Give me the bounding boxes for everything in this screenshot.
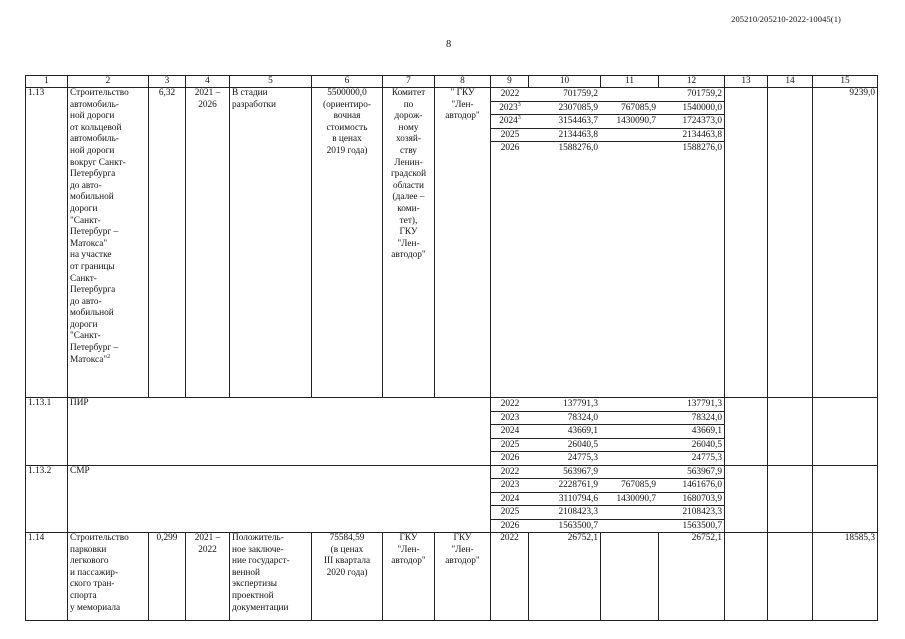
col-header: 3 — [149, 76, 186, 88]
regional-cell — [659, 425, 725, 439]
text-line: мобильной — [70, 192, 114, 203]
document-id: 205210/205210-2022-10045(1) — [731, 14, 841, 24]
year-row — [491, 128, 725, 142]
total-cell: 26752,1 — [529, 533, 601, 621]
total-cell — [529, 128, 601, 142]
text-line: документации — [232, 602, 289, 613]
text-line: В стадии — [232, 88, 268, 98]
year-cell — [491, 466, 529, 479]
year-row — [491, 452, 725, 465]
regional-cell — [659, 452, 725, 465]
year-cell — [491, 101, 529, 115]
col-header: 15 — [813, 76, 878, 88]
col-header: 11 — [601, 76, 659, 88]
col-header: 8 — [435, 76, 491, 88]
text-line: ского тран- — [70, 579, 115, 590]
federal-cell — [601, 115, 659, 129]
text-line: ние государст- — [232, 556, 290, 567]
text-line: 2019 года) — [326, 145, 368, 156]
text-line: 2021 – — [194, 88, 221, 98]
federal-cell — [601, 452, 659, 465]
text-line: Матокса" — [70, 238, 108, 249]
total-cell-value: 26040,5 — [567, 439, 598, 450]
total-cell — [529, 115, 601, 129]
text-line: автомобиль- — [70, 99, 119, 110]
funding-by-year — [491, 465, 725, 533]
regional-cell-value: 43669,1 — [691, 426, 722, 436]
row-number: 1.13.2 — [26, 465, 68, 533]
regional-cell — [659, 519, 725, 532]
text-line: Петербург – — [70, 343, 119, 354]
object-name-last: Матокса" — [70, 354, 108, 365]
year-cell — [491, 398, 529, 411]
year-cell-value: 2024 — [499, 116, 518, 126]
program-table — [25, 75, 878, 621]
year-cell-value: 2025 — [500, 129, 520, 140]
year-row — [491, 438, 725, 452]
total-cell — [529, 479, 601, 493]
year-cell-value: 2023 — [500, 412, 520, 423]
text-line: (далее – — [392, 192, 425, 203]
footnote-mark: 3 — [517, 114, 521, 121]
year-cell — [491, 519, 529, 532]
year-cell — [491, 115, 529, 129]
text-line: вочная — [333, 111, 361, 122]
federal-cell — [601, 479, 659, 493]
regional-cell-value: 701759,2 — [687, 89, 722, 99]
col14-cell — [768, 533, 813, 621]
text-line: Санкт- — [70, 273, 97, 284]
text-line: до авто- — [70, 180, 102, 191]
page-number: 8 — [446, 39, 452, 50]
federal-cell-value: 1430090,7 — [616, 493, 656, 504]
year-cell-value: 2026 — [500, 453, 520, 463]
table-row-1-13 — [26, 88, 878, 398]
federal-cell-value: 767085,9 — [621, 102, 656, 113]
federal-cell — [601, 398, 659, 411]
table-row-1-13-1 — [26, 398, 878, 466]
text-line: "Санкт- — [70, 331, 101, 342]
year-cell-value: 2023 — [500, 480, 520, 490]
federal-cell — [601, 533, 659, 621]
text-line: области — [392, 180, 425, 191]
text-line: 75584,59 — [329, 533, 365, 543]
total-cell — [529, 411, 601, 425]
text-line: разработки — [232, 99, 277, 110]
federal-cell — [601, 425, 659, 439]
regional-cell — [659, 128, 725, 142]
customer — [383, 88, 435, 398]
total-cell-value: 3110794,6 — [558, 493, 598, 504]
text-line: дороги — [70, 319, 98, 330]
regional-cell-value: 1563500,7 — [682, 520, 722, 531]
col-header: 9 — [491, 76, 529, 88]
text-line: автодор" — [391, 556, 426, 567]
total-cell-value: 1563500,7 — [558, 520, 598, 531]
year-cell-value: 2022 — [500, 466, 520, 477]
regional-cell-value: 137791,3 — [687, 399, 722, 409]
object-name — [68, 88, 149, 398]
regional-cell-value: 1540000,0 — [682, 102, 722, 113]
status — [230, 533, 312, 621]
text-line: Положитель- — [232, 533, 284, 543]
federal-cell — [601, 142, 659, 155]
col-header: 10 — [529, 76, 601, 88]
text-line: дорож- — [394, 111, 423, 122]
federal-cell — [601, 492, 659, 506]
col-header: 7 — [383, 76, 435, 88]
year-cell-value: 2024 — [500, 426, 520, 436]
text-line: хозяй- — [396, 134, 421, 145]
text-line: венной — [232, 567, 261, 578]
text-line: "Лен- — [397, 238, 420, 249]
text-line: и пассажир- — [70, 567, 119, 578]
year-row — [491, 115, 725, 129]
text-line: Петербург – — [70, 227, 119, 238]
total-cell — [529, 88, 601, 101]
regional-cell-value: 563967,9 — [687, 466, 722, 477]
total-cell — [529, 101, 601, 115]
text-line: легкового — [70, 556, 109, 567]
text-line: автодор" — [391, 250, 426, 261]
text-line: экспертизы — [232, 579, 277, 590]
text-line: Строительство — [70, 533, 129, 543]
text-line: ному — [398, 122, 419, 133]
col-header: 1 — [26, 76, 68, 88]
federal-cell — [601, 88, 659, 101]
year-cell — [491, 425, 529, 439]
year-cell — [491, 411, 529, 425]
text-line: 5500000,0 — [327, 88, 367, 98]
total-cell — [529, 398, 601, 411]
year-row — [491, 425, 725, 439]
regional-cell — [659, 479, 725, 493]
year-cell — [491, 479, 529, 493]
total-cell-value: 701759,2 — [563, 89, 598, 99]
text-line: 2021 – — [194, 533, 221, 543]
year-row — [491, 398, 725, 411]
text-line: "Лен- — [451, 99, 474, 110]
contractor — [435, 533, 491, 621]
year-table — [491, 398, 725, 465]
total-cell — [529, 466, 601, 479]
text-line: автомобиль- — [70, 134, 119, 145]
total-cell-value: 2307085,9 — [558, 102, 598, 113]
col-header: 13 — [725, 76, 768, 88]
customer — [383, 533, 435, 621]
regional-cell-value: 26040,5 — [691, 439, 722, 450]
col13-cell — [725, 533, 768, 621]
text-line: вокруг Санкт- — [70, 157, 126, 168]
regional-cell — [659, 142, 725, 155]
year-cell-value: 2025 — [500, 507, 520, 517]
period — [186, 88, 230, 398]
regional-cell-value: 1724373,0 — [682, 116, 722, 126]
cost — [312, 88, 383, 398]
text-line: ГКУ — [399, 533, 418, 543]
text-line: " ГКУ — [450, 88, 475, 98]
total-cell-value: 3154463,7 — [558, 116, 598, 126]
year-cell-value: 2025 — [500, 439, 520, 450]
year-row — [491, 411, 725, 425]
regional-cell — [659, 101, 725, 115]
col13-cell — [725, 465, 768, 533]
text-line: мобильной — [70, 308, 114, 319]
text-line: Петербурга — [70, 169, 116, 180]
total-cell — [529, 425, 601, 439]
total-cell — [529, 519, 601, 532]
text-line: Петербурга — [70, 285, 116, 296]
text-line: (в ценах — [330, 544, 364, 555]
text-line: Комитет — [391, 88, 426, 98]
federal-cell — [601, 519, 659, 532]
total-cell — [529, 452, 601, 465]
total-cell — [529, 438, 601, 452]
total-cell-value: 137791,3 — [563, 399, 598, 409]
year-cell-value: 2026 — [500, 143, 520, 153]
contractor — [435, 88, 491, 398]
total-cell-value: 2228761,9 — [558, 480, 598, 490]
regional-cell — [659, 506, 725, 520]
text-line: парковки — [70, 544, 107, 555]
year-row — [491, 479, 725, 493]
col15-cell — [813, 398, 878, 466]
federal-cell — [601, 128, 659, 142]
year-row — [491, 142, 725, 155]
text-line: "Лен- — [451, 544, 474, 555]
total-cell-value: 78324,0 — [567, 412, 598, 423]
text-line: в ценах — [332, 134, 362, 145]
regional-cell — [659, 492, 725, 506]
regional-cell-value: 1461676,0 — [682, 480, 722, 490]
total-cell — [529, 142, 601, 155]
text-line: по — [403, 99, 414, 110]
text-line: 2022 — [198, 544, 217, 555]
total-cell-value: 2108423,3 — [558, 507, 598, 517]
col-header: 4 — [186, 76, 230, 88]
federal-cell — [601, 101, 659, 115]
text-line: у мемориала — [70, 602, 121, 613]
total-cell-value: 2134463,8 — [558, 129, 598, 140]
regional-cell — [659, 438, 725, 452]
regional-cell — [659, 115, 725, 129]
regional-cell — [659, 88, 725, 101]
text-line: 2020 года) — [326, 567, 368, 578]
table-row-1-13-2 — [26, 465, 878, 533]
year-cell — [491, 128, 529, 142]
regional-cell-value: 2134463,8 — [682, 129, 722, 140]
text-line: III квартала — [323, 556, 371, 567]
year-row — [491, 492, 725, 506]
text-line: ству — [400, 145, 417, 156]
capacity: 6,32 — [149, 88, 186, 398]
text-line: Строительство — [70, 88, 129, 98]
total-value: 18585,3 — [813, 533, 878, 621]
year-row — [491, 88, 725, 101]
footnote-mark: 2 — [107, 353, 111, 360]
year-row — [491, 519, 725, 532]
year-table — [491, 466, 725, 533]
year-cell: 2022 — [491, 533, 529, 621]
col15-cell — [813, 465, 878, 533]
text-line: Ленин- — [394, 157, 423, 168]
text-line: "Лен- — [397, 544, 420, 555]
federal-cell — [601, 466, 659, 479]
year-cell-value: 2024 — [500, 493, 520, 504]
text-line: ГКУ — [399, 227, 418, 238]
col13-cell — [725, 88, 768, 398]
funding-by-year — [491, 398, 725, 466]
year-row — [491, 466, 725, 479]
federal-cell-value: 1430090,7 — [616, 116, 656, 126]
col14-cell — [768, 88, 813, 398]
row-number: 1.13.1 — [26, 398, 68, 466]
text-line: от границы — [70, 261, 115, 272]
total-cell-value: 1588276,0 — [558, 143, 598, 153]
cost — [312, 533, 383, 621]
total-value: 9239,0 — [813, 88, 878, 398]
text-line: "Санкт- — [70, 215, 101, 226]
year-cell-value: 2022 — [500, 399, 520, 409]
col-header: 2 — [68, 76, 149, 88]
capacity: 0,299 — [149, 533, 186, 621]
col-header: 12 — [659, 76, 725, 88]
text-line: спорта — [70, 590, 97, 601]
year-row — [491, 506, 725, 520]
year-cell — [491, 142, 529, 155]
year-table — [491, 88, 725, 155]
text-line: на участке — [70, 250, 112, 261]
table-row-1-14 — [26, 533, 878, 621]
text-line: до авто- — [70, 296, 102, 307]
text-line: автодор" — [445, 556, 480, 567]
total-cell-value: 563967,9 — [563, 466, 598, 477]
text-line: тет), — [399, 215, 418, 226]
year-cell-value: 2023 — [499, 102, 518, 113]
total-cell-value: 24775,3 — [567, 453, 598, 463]
col13-cell — [725, 398, 768, 466]
text-line: проектной — [232, 590, 274, 601]
year-row — [491, 101, 725, 115]
col-header: 6 — [312, 76, 383, 88]
federal-cell — [601, 411, 659, 425]
funding-by-year — [491, 88, 725, 398]
col-header: 14 — [768, 76, 813, 88]
footnote-mark: 3 — [517, 101, 521, 108]
text-line: градской — [390, 169, 427, 180]
year-cell — [491, 506, 529, 520]
regional-cell-value: 1680703,9 — [682, 493, 722, 504]
col14-cell — [768, 398, 813, 466]
col14-cell — [768, 465, 813, 533]
year-cell — [491, 452, 529, 465]
text-line: дороги — [70, 203, 98, 214]
text-line: 2026 — [198, 99, 217, 110]
text-line: (ориентиро- — [323, 99, 371, 110]
regional-cell — [659, 466, 725, 479]
year-cell-value: 2026 — [500, 520, 520, 531]
year-cell-value: 2022 — [500, 89, 520, 99]
object-name — [68, 533, 149, 621]
column-number-row — [26, 76, 878, 88]
text-line: ное заключе- — [232, 544, 284, 555]
text-line: ной дороги — [70, 145, 115, 156]
federal-cell — [601, 438, 659, 452]
period — [186, 533, 230, 621]
federal-cell-value: 767085,9 — [621, 480, 656, 490]
regional-cell-value: 24775,3 — [691, 453, 722, 463]
total-cell-value: 43669,1 — [567, 426, 598, 436]
year-cell — [491, 492, 529, 506]
row-number: 1.14 — [26, 533, 68, 621]
row-number: 1.13 — [26, 88, 68, 398]
text-line: от кольцевой — [70, 122, 122, 133]
subitem-name: СМР — [68, 465, 491, 533]
federal-cell — [601, 506, 659, 520]
status — [230, 88, 312, 398]
year-cell — [491, 438, 529, 452]
regional-cell-value: 1588276,0 — [682, 143, 722, 153]
regional-cell-value: 78324,0 — [691, 412, 722, 423]
year-cell — [491, 88, 529, 101]
regional-cell: 26752,1 — [659, 533, 725, 621]
col-header: 5 — [230, 76, 312, 88]
regional-cell — [659, 411, 725, 425]
text-line: автодор" — [445, 111, 480, 122]
regional-cell-value: 2108423,3 — [682, 507, 722, 517]
subitem-name: ПИР — [68, 398, 491, 466]
text-line: стоимость — [326, 122, 368, 133]
total-cell — [529, 492, 601, 506]
text-line: коми- — [397, 203, 420, 214]
regional-cell — [659, 398, 725, 411]
text-line: ГКУ — [453, 533, 472, 543]
total-cell — [529, 506, 601, 520]
text-line: ной дороги — [70, 111, 115, 122]
